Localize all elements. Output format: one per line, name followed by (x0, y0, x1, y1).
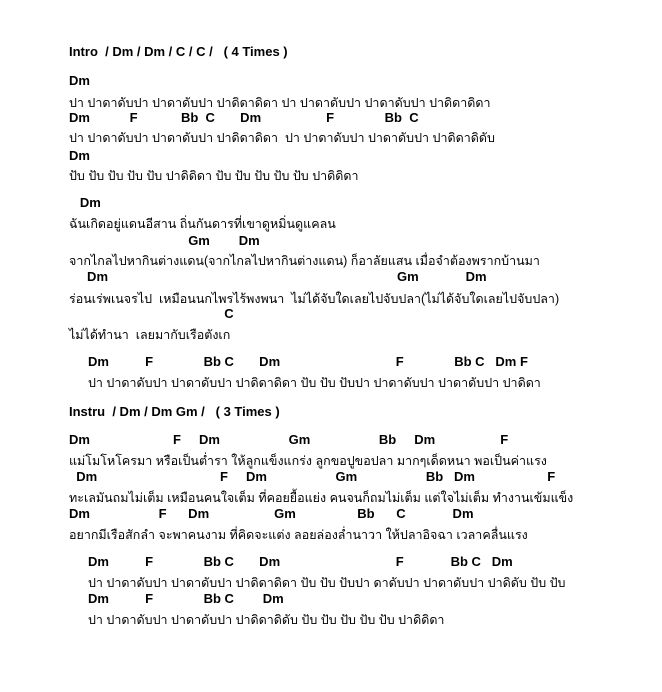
chord-line: Dm Gm Dm (69, 269, 487, 284)
lyric-line: ไม่ได้ทำนา เลยมากับเรือตังเก (69, 328, 231, 342)
chord-line: Dm F Bb C Dm (88, 591, 284, 606)
chord-line: Dm F Bb C Dm F Bb C Dm (88, 554, 513, 569)
intro-header: Intro / Dm / Dm / C / C / ( 4 Times ) (69, 44, 288, 59)
chord-line: Gm Dm (69, 233, 260, 248)
chord-line: Dm F Dm Gm Bb C Dm (69, 506, 474, 521)
lyric-line: ร่อนเร่พเนจรไป เหมือนนกไพรไร้พงพนา ไม่ได้จับใดเลยไปจับปลา(ไม่ได้จับใดเลยไปจับปลา) (69, 292, 560, 306)
lyric-line: ปับ ปับ ปับ ปับ ปับ ปาดิดิดา ปับ ปับ ปับ ปับ ปับ ปาดิดิดา (69, 169, 359, 183)
lyric-line: ฉันเกิดอยู่แดนอีสาน ถิ่นกันดารที่เขาดูหมิ่นดูแคลน (69, 217, 336, 231)
lyric-line: จากไกลไปหากินต่างแดน(จากไกลไปหากินต่างแดน) ก็อาลัยแสน เมื่อจำต้องพรากบ้านมา (69, 254, 540, 268)
lyric-line: ปา ปาดาดับปา ปาดาดับปา ปาดิดาดิดับ ปับ ปับ ปับ ปับ ปับ ปาดิดิดา (88, 613, 445, 627)
chord-line: Dm F Dm Gm Bb Dm F (69, 469, 556, 484)
lyric-line: ปา ปาดาดับปา ปาดาดับปา ปาดิดาดิดา ปา ปาดาดับปา ปาดาดับปา ปาดิดาดิดา (69, 96, 491, 110)
lyric-line: แม่โมโหโครมา หรือเป็นต่ำรา ให้ลูกแข็งแกร่ง ลูกขอปูขอปลา มากๆเด็ดหนา พอเป็นค่าแรง (69, 454, 547, 468)
lyric-line: ปา ปาดาดับปา ปาดาดับปา ปาดิดาดิดา ปา ปาดาดับปา ปาดาดับปา ปาดิดาดิดับ (69, 131, 495, 145)
chord-line: Dm F Bb C Dm F Bb C Dm F (88, 354, 528, 369)
lyric-line: อยากมีเรือสักลำ จะพาคนงาม ที่คิดจะแต่ง ลอยล่องล่ำนาวา ให้ปลาอิจฉา เวลาคลื่นแรง (69, 528, 528, 542)
chord-line: Dm F Dm Gm Bb Dm F (69, 432, 509, 447)
chord-line: C (69, 306, 234, 321)
chord-line: Dm (69, 73, 90, 88)
chord-line: Dm F Bb C Dm F Bb C (69, 110, 419, 125)
lyric-line: ปา ปาดาดับปา ปาดาดับปา ปาดิดาดิดา ปับ ปับ ปับปา ปาดาดับปา ปาดาดับปา ปาดิดา (88, 376, 541, 390)
chord-line: Dm (69, 148, 90, 163)
lyric-line: ทะเลมันถมไม่เต็ม เหมือนคนใจเต็ม ที่คอยยื้อแย่ง คนจนก็ถมไม่เต็ม แต่ใจไม่เต็ม ทำงานเข้มแข็ง (69, 491, 574, 505)
chord-line: Dm (69, 195, 101, 210)
instru-header: Instru / Dm / Dm Gm / ( 3 Times ) (69, 404, 280, 419)
lyric-line: ปา ปาดาดับปา ปาดาดับปา ปาดิดาดิดา ปับ ปับ ปับปา ดาดับปา ปาดาดับปา ปาดิดับ ปับ ปับ (88, 576, 566, 590)
